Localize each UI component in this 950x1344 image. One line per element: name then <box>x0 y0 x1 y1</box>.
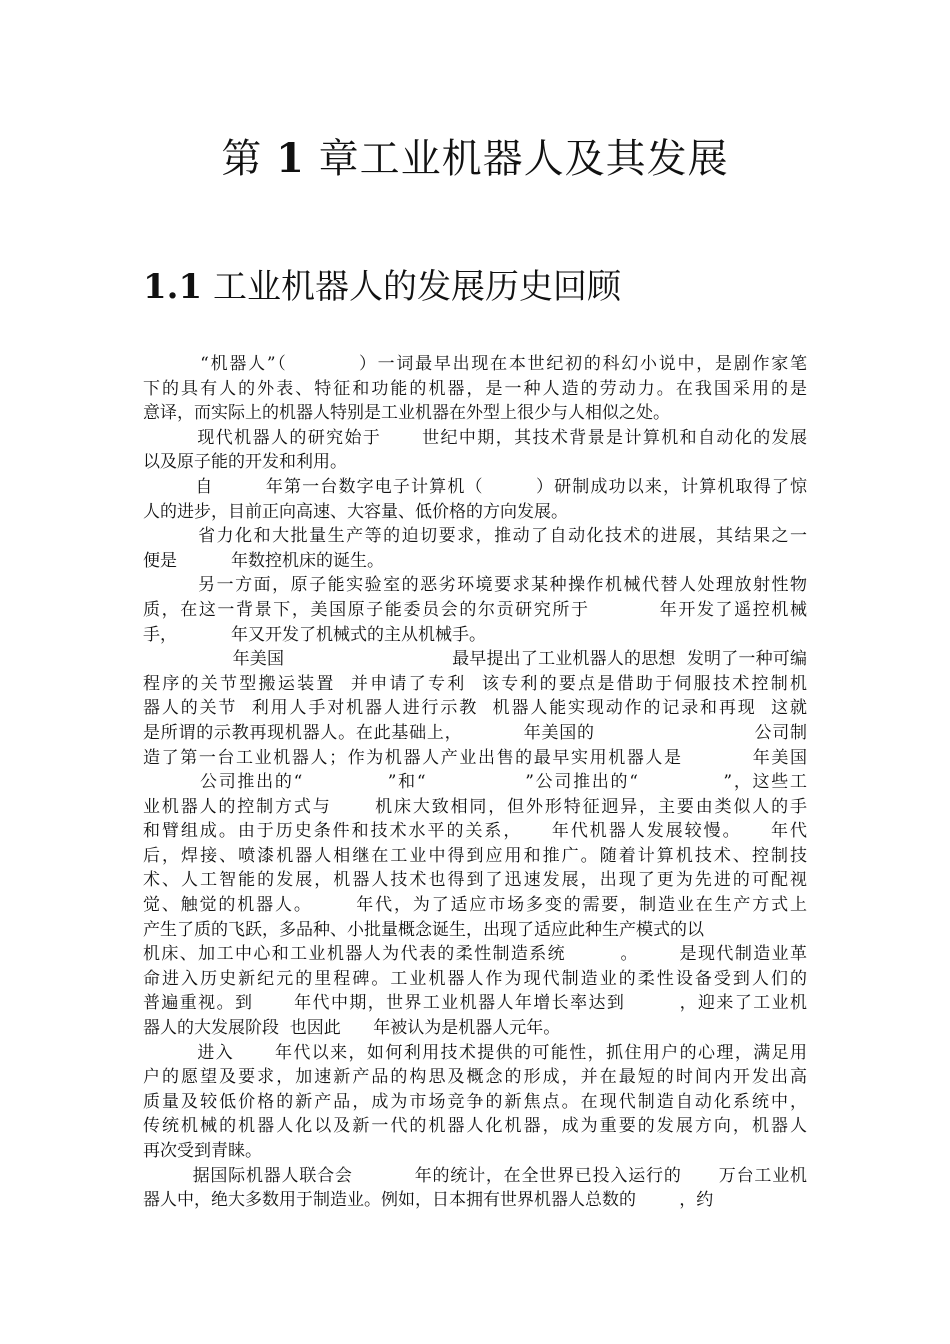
section-number: 1.1 <box>143 267 203 307</box>
text-line: 传统机械的机器人化以及新一代的机器人化机器，成为重要的发展方向，机器人 <box>143 1116 807 1137</box>
text-line: 年美国 最早提出了工业机器人的思想 发明了一种可编 <box>143 649 807 670</box>
text-line: 产生了质的飞跃，多品种、小批量概念诞生，出现了适应此种生产模式的以 <box>143 919 704 940</box>
section-title-text: 工业机器人的发展历史回顾 <box>202 267 621 307</box>
text-line: 质，在这一背景下，美国原子能委员会的尔贡研究所于 年开发了遥控机械 <box>143 599 807 620</box>
text-line: 是所谓的示教再现机器人。在此基础上， 年美国的 公司制 <box>143 722 807 743</box>
text-line: 器人中，绝大多数用于制造业。例如，日本拥有世界机器人总数的 ，约 <box>143 1190 714 1211</box>
text-line: 公司推出的“ ”和“ ”公司推出的“ ”，这些工 <box>143 772 807 793</box>
text-line: 器人的大发展阶段 也因此 年被认为是机器人元年。 <box>143 1018 561 1039</box>
text-line: 人的进步，目前正向高速、大容量、低价格的方向发展。 <box>143 501 568 522</box>
text-line: 再次受到青睐。 <box>143 1141 262 1161</box>
chapter-prefix: 第 <box>221 136 277 182</box>
text-line: 造了第一台工业机器人；作为机器人产业出售的最早实用机器人是 年美国 <box>143 747 807 768</box>
text-line: 便是 年数控机床的诞生。 <box>143 550 385 571</box>
text-line: 觉、触觉的机器人。 年代，为了适应市场多变的需要，制造业在生产方式上 <box>143 895 807 916</box>
text-line: 以及原子能的开发和利用。 <box>143 452 347 473</box>
text-line: 机床、加工中心和工业机器人为代表的柔性制造系统 。 是现代制造业革 <box>143 944 807 965</box>
text-line: 和臂组成。由于历史条件和技术水平的关系， 年代机器人发展较慢。 年代 <box>143 821 807 842</box>
text-line: 后，焊接、喷漆机器人相继在工业中得到应用和推广。随着计算机技术、控制技 <box>143 845 807 866</box>
text-line: 手， 年又开发了机械式的主从机械手。 <box>143 624 487 645</box>
text-line: 现代机器人的研究始于 世纪中期，其技术背景是计算机和自动化的发展 <box>143 427 807 448</box>
text-line: 省力化和大批量生产等的迫切要求，推动了自动化技术的进展，其结果之一 <box>143 526 807 547</box>
section-title <box>143 264 621 310</box>
text-line: 下的具有人的外表、特征和功能的机器，是一种人造的劳动力。在我国采用的是 <box>143 378 807 399</box>
text-line: “机器人”（ ）一词最早出现在本世纪初的科幻小说中，是剧作家笔 <box>143 354 807 374</box>
chapter-number: 1 <box>276 135 305 182</box>
chapter-title-text: 章工业机器人及其发展 <box>304 136 729 182</box>
text-line: 术、人工智能的发展，机器人技术也得到了迅速发展，出现了更为先进的可配视 <box>143 870 807 891</box>
text-line: 另一方面，原子能实验室的恶劣环境要求某种操作机械代替人处理放射性物 <box>143 575 807 596</box>
text-line: 质量及较低价格的新产品，成为市场竞争的新焦点。在现代制造自动化系统中， <box>143 1091 807 1112</box>
text-line: 进入 年代以来，如何利用技术提供的可能性，抓住用户的心理，满足用 <box>143 1042 807 1063</box>
text-line: 程序的关节型搬运装置 并申请了专利 该专利的要点是借助于伺服技术控制机 <box>143 673 807 694</box>
text-line: 据国际机器人联合会 年的统计，在全世界已投入运行的 万台工业机 <box>143 1165 807 1186</box>
body-text <box>143 352 807 1213</box>
text-line: 户的愿望及要求，加速新产品的构思及概念的形成，并在最短的时间内开发出高 <box>143 1067 807 1088</box>
text-line: 业机器人的控制方式与 机床大致相同，但外形特征迥异，主要由类似人的手 <box>143 796 807 817</box>
text-line: 普遍重视。到 年代中期，世界工业机器人年增长率达到 ，迎来了工业机 <box>143 993 807 1014</box>
text-line: 意译，而实际上的机器人特别是工业机器在外型上很少与人相似之处。 <box>143 403 670 424</box>
text-line: 命进入历史新纪元的里程碑。工业机器人作为现代制造业的柔性设备受到人们的 <box>143 968 807 989</box>
text-line: 自 年第一台数字电子计算机（ ）研制成功以来，计算机取得了惊 <box>143 476 807 497</box>
text-line: 器人的关节 利用人手对机器人进行示教 机器人能实现动作的记录和再现 这就 <box>143 698 807 719</box>
chapter-title <box>0 133 950 185</box>
